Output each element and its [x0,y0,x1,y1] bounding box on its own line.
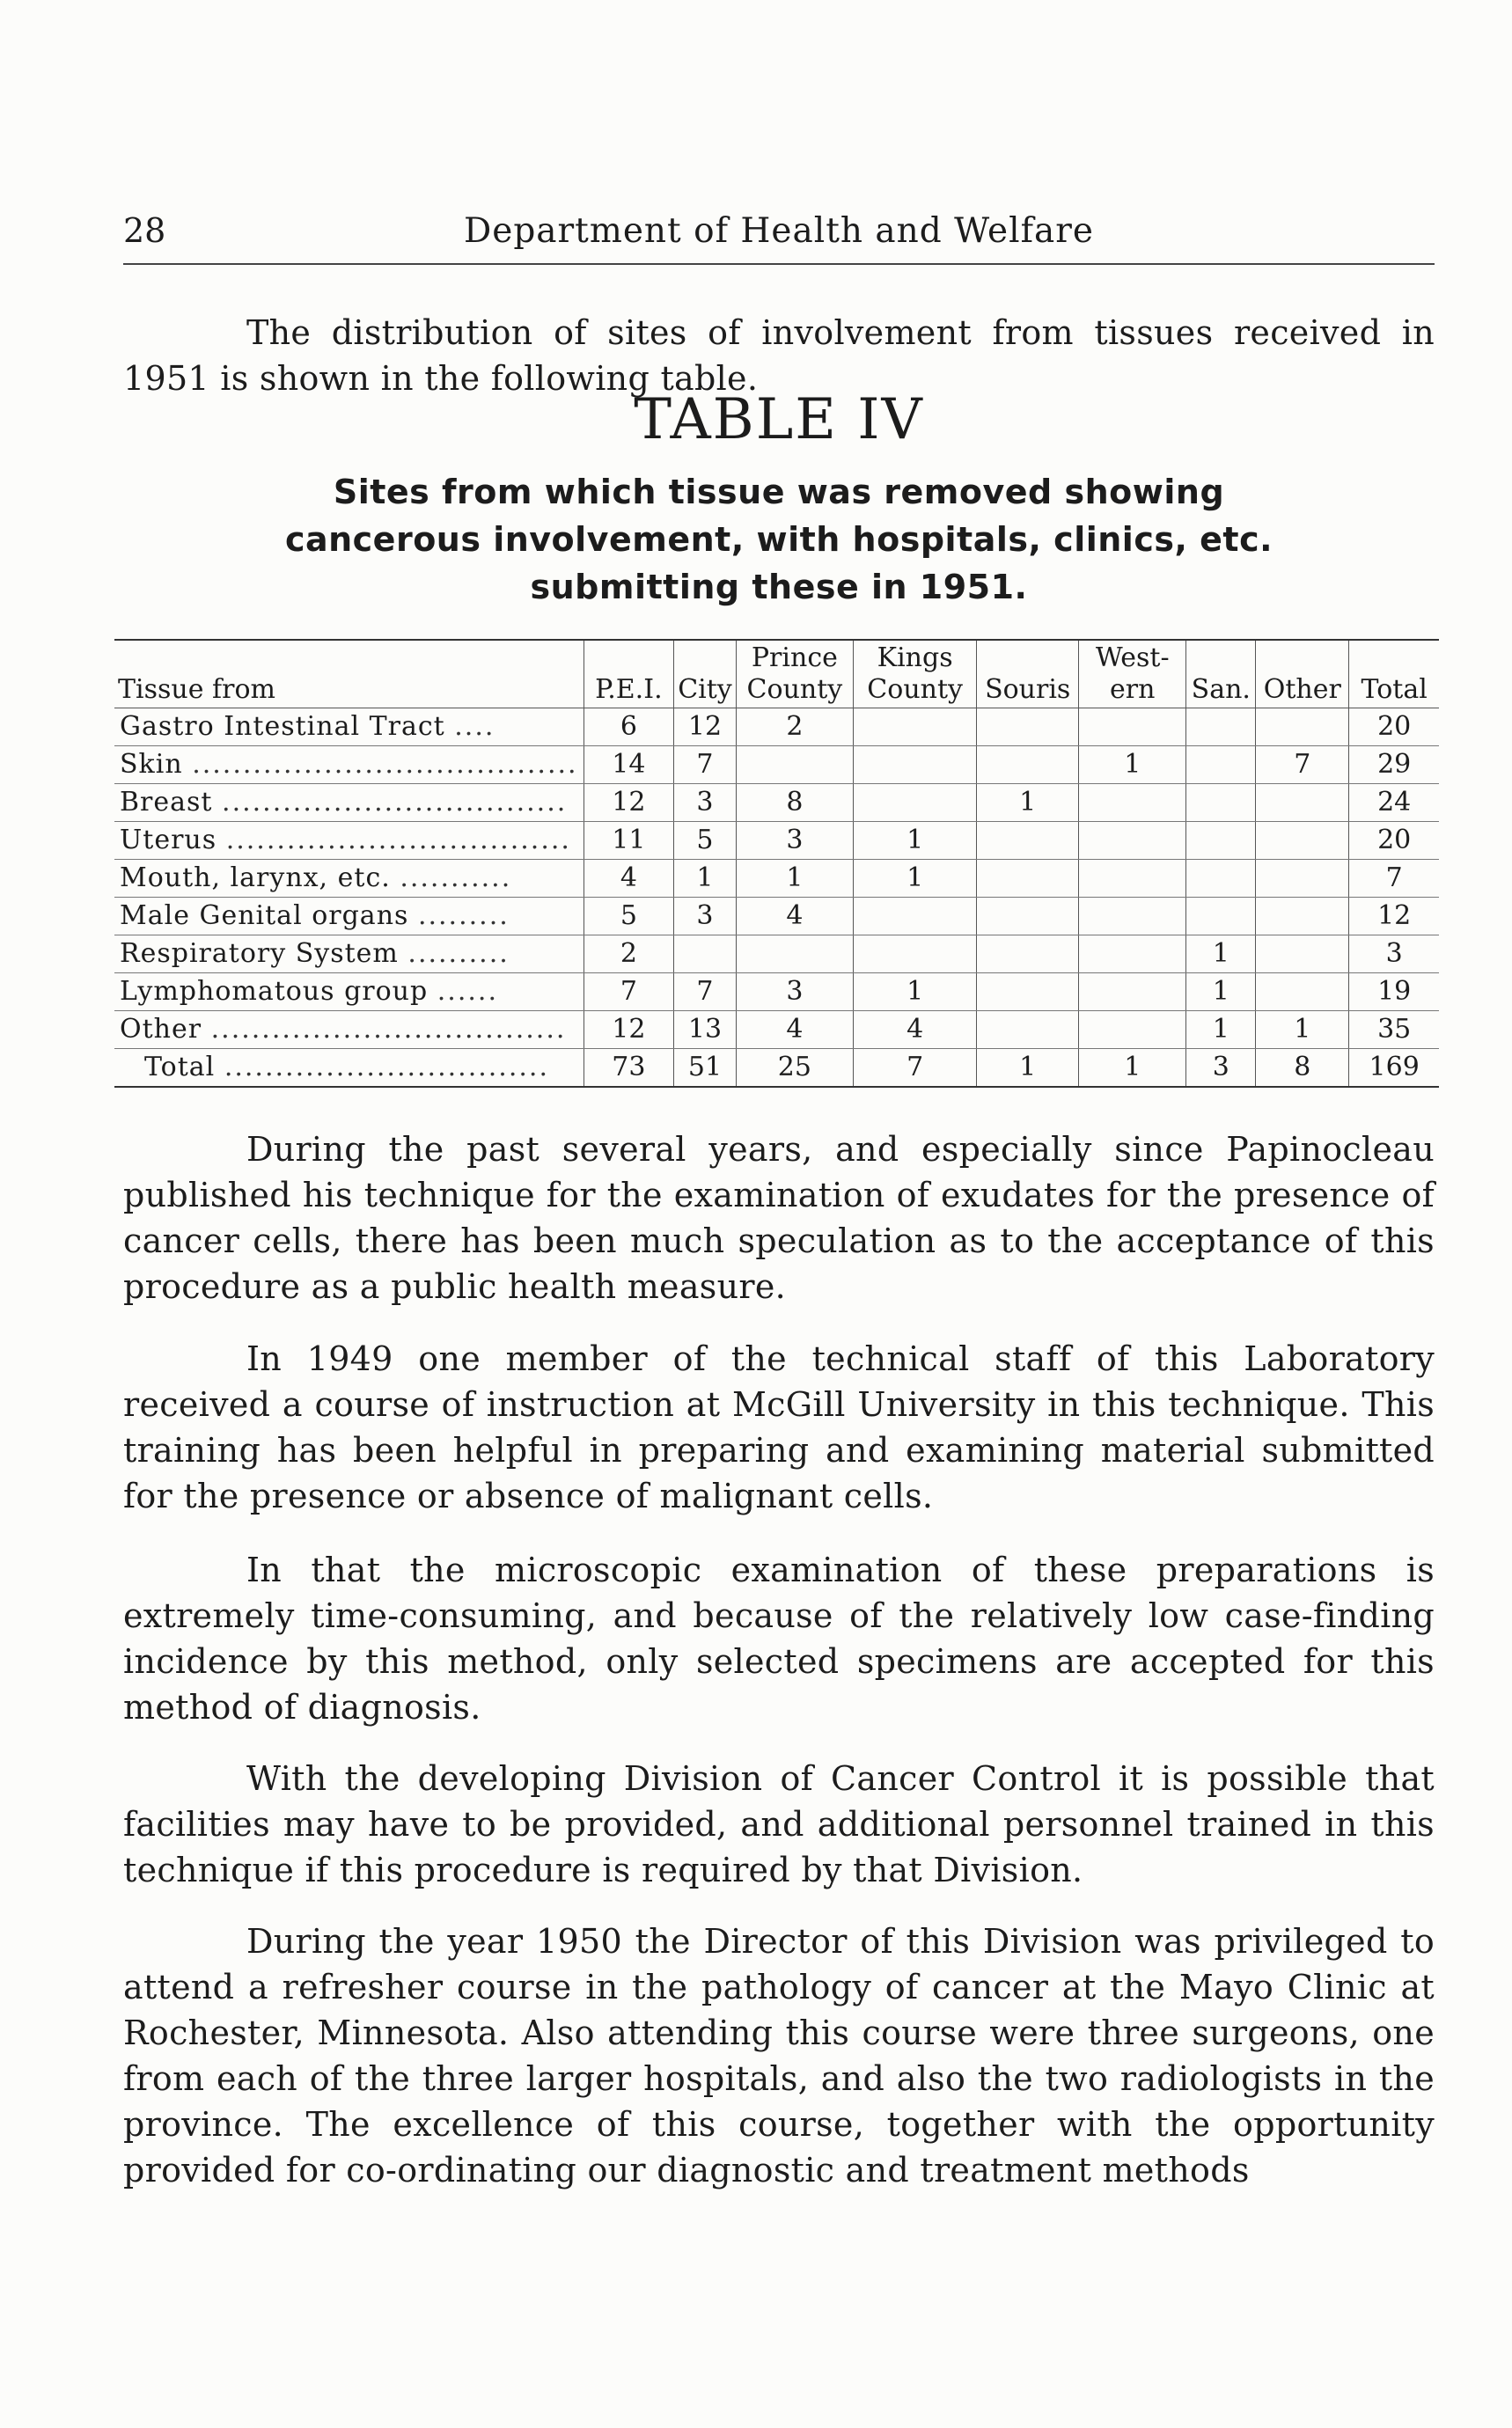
tissue-name: Lymphomatous group [120,976,429,1007]
paragraph-mayo-clinic: During the year 1950 the Director of this Division was privileged to attend a refresher course in the pathology of cancer at the Mayo Clinic at Rochester, Minnesota. Also attending this course were three surgeons, one from each of the three larger hospitals, and also the two radiologists in the province. The excellence of this course, together with the opportunity provided for co-ordinating our diagnostic and treatment methods [123,1922,1435,2190]
dot-leader: ................................... [210,1014,567,1045]
count-cell: 29 [1349,746,1439,784]
count-cell: 3 [1186,1049,1256,1088]
dot-leader: ...... [437,976,498,1007]
count-cell: 7 [854,1049,977,1088]
count-cell: 12 [584,1011,674,1049]
count-cell: 3 [736,973,853,1011]
paragraph-time-consuming: In that the microscopic examination of these preparations is extremely time-consuming, and because of the relatively low case-finding incidence by this method, only selected specimens are accepted for this method of diagnosis. [123,1551,1435,1727]
count-cell: 7 [674,746,737,784]
count-cell: 1 [854,973,977,1011]
column-header: P.E.I. [584,640,674,708]
count-cell [977,898,1079,935]
count-cell: 1 [854,822,977,860]
count-cell: 19 [1349,973,1439,1011]
count-cell: 6 [584,708,674,746]
count-cell [1079,860,1186,898]
paragraph-cancer-control: With the developing Division of Cancer Control it is possible that facilities may have to be provided, and additional personnel trained in this technique if this procedure is required by that Division. [123,1759,1435,1889]
count-cell: 1 [1079,1049,1186,1088]
count-cell [1256,898,1349,935]
count-cell: 3 [736,822,853,860]
count-cell: 1 [977,1049,1079,1088]
count-cell: 2 [584,935,674,973]
count-cell: 7 [584,973,674,1011]
page-header [123,211,1435,265]
table-row [114,935,1439,973]
count-cell: 14 [584,746,674,784]
count-cell: 12 [1349,898,1439,935]
column-header: Tissue from [114,640,584,708]
table-row [114,746,1439,784]
table-row [114,860,1439,898]
count-cell [1079,1011,1186,1049]
count-cell: 1 [1186,1011,1256,1049]
count-cell [1079,708,1186,746]
count-cell: 51 [674,1049,737,1088]
count-cell: 7 [674,973,737,1011]
tissue-cell [114,1049,584,1088]
tissue-cell [114,1011,584,1049]
count-cell [1079,973,1186,1011]
table-row [114,973,1439,1011]
column-header: West- ern [1079,640,1186,708]
count-cell [977,822,1079,860]
count-cell: 20 [1349,822,1439,860]
count-cell: 1 [1186,973,1256,1011]
column-header: Total [1349,640,1439,708]
count-cell: 3 [674,898,737,935]
tissue-name: Mouth, larynx, etc. [120,862,391,893]
count-cell [1186,860,1256,898]
paragraph-mcgill-training: In 1949 one member of the technical staff of this Laboratory received a course of instruction at McGill University in this technique. This training has been helpful in preparing and examining material submitted for the presence or absence of malignant cells. [123,1339,1435,1515]
tissue-cell [114,935,584,973]
tissue-name: Total [144,1052,216,1082]
count-cell [1186,898,1256,935]
tissue-cell [114,746,584,784]
count-cell [977,708,1079,746]
count-cell [674,935,737,973]
dot-leader: ......... [417,900,510,931]
count-cell [1079,822,1186,860]
sites-table [114,639,1439,1088]
count-cell [854,898,977,935]
count-cell: 12 [674,708,737,746]
count-cell: 8 [1256,1049,1349,1088]
dot-leader: ...................................... [192,749,578,780]
tissue-cell [114,708,584,746]
tissue-name: Gastro Intestinal Tract [120,711,445,742]
count-cell: 169 [1349,1049,1439,1088]
count-cell [854,935,977,973]
column-header: Prince County [736,640,853,708]
count-cell: 4 [854,1011,977,1049]
table-row [114,898,1439,935]
count-cell [1256,708,1349,746]
count-cell [1256,860,1349,898]
table-row [114,708,1439,746]
tissue-cell [114,973,584,1011]
tissue-cell [114,860,584,898]
paragraph-pap-technique: During the past several years, and especially since Papinocleau published his technique for the examination of exudates for the presence of cancer cells, there has been much speculation as to the acceptance of this procedure as a public health measure. [123,1130,1435,1306]
count-cell: 8 [736,784,853,822]
count-cell: 2 [736,708,853,746]
count-cell: 13 [674,1011,737,1049]
column-header: City [674,640,737,708]
count-cell: 73 [584,1049,674,1088]
tissue-name: Other [120,1014,202,1045]
tissue-name: Breast [120,787,213,818]
tissue-cell [114,898,584,935]
count-cell [1079,784,1186,822]
count-cell [1186,784,1256,822]
count-cell: 7 [1349,860,1439,898]
running-title: Department of Health and Welfare [463,211,1095,251]
count-cell: 1 [674,860,737,898]
table-caption: Sites from which tissue was removed showing cancerous involvement, with hospitals, clinics, etc. submitting these in 1951. [284,473,1273,606]
page-number: 28 [123,211,166,250]
dot-leader: .................................. [225,825,571,855]
count-cell: 7 [1256,746,1349,784]
count-cell: 5 [674,822,737,860]
count-cell: 11 [584,822,674,860]
dot-leader: .................................. [222,787,568,818]
table-row [114,822,1439,860]
count-cell: 12 [584,784,674,822]
count-cell: 1 [854,860,977,898]
count-cell: 1 [1256,1011,1349,1049]
tissue-name: Skin [120,749,183,780]
count-cell: 20 [1349,708,1439,746]
dot-leader: .... [454,711,495,742]
count-cell: 1 [977,784,1079,822]
count-cell: 3 [1349,935,1439,973]
dot-leader: ................................ [224,1052,549,1082]
count-cell: 1 [736,860,853,898]
count-cell: 35 [1349,1011,1439,1049]
count-cell: 25 [736,1049,853,1088]
dot-leader: ........... [400,862,512,893]
tissue-name: Male Genital organs [120,900,409,931]
count-cell [977,935,1079,973]
count-cell: 24 [1349,784,1439,822]
count-cell: 4 [736,898,853,935]
count-cell: 1 [1186,935,1256,973]
count-cell [1256,822,1349,860]
count-cell [854,708,977,746]
count-cell: 3 [674,784,737,822]
count-cell [977,973,1079,1011]
tissue-name: Uterus [120,825,217,855]
table-row [114,1011,1439,1049]
count-cell [854,784,977,822]
tissue-name: Respiratory System [120,938,399,969]
count-cell [854,746,977,784]
count-cell: 5 [584,898,674,935]
count-cell [1079,898,1186,935]
count-cell [1186,822,1256,860]
count-cell [977,746,1079,784]
count-cell [736,746,853,784]
total-row [114,1049,1439,1088]
count-cell: 1 [1079,746,1186,784]
table-header-row [114,640,1439,708]
column-header: Other [1256,640,1349,708]
table-title: TABLE IV [634,387,924,452]
count-cell: 4 [584,860,674,898]
count-cell [1186,708,1256,746]
column-header: Kings County [854,640,977,708]
intro-paragraph: The distribution of sites of involvement from tissues received in 1951 is shown in the following table. [123,313,1435,398]
dot-leader: .......... [407,938,510,969]
column-header: San. [1186,640,1256,708]
tissue-cell [114,784,584,822]
count-cell [736,935,853,973]
table-row [114,784,1439,822]
table-body [114,708,1439,1088]
count-cell [1186,746,1256,784]
count-cell [1079,935,1186,973]
count-cell: 4 [736,1011,853,1049]
count-cell [977,1011,1079,1049]
count-cell [1256,973,1349,1011]
tissue-cell [114,822,584,860]
column-header: Souris [977,640,1079,708]
count-cell [1256,935,1349,973]
count-cell [977,860,1079,898]
count-cell [1256,784,1349,822]
